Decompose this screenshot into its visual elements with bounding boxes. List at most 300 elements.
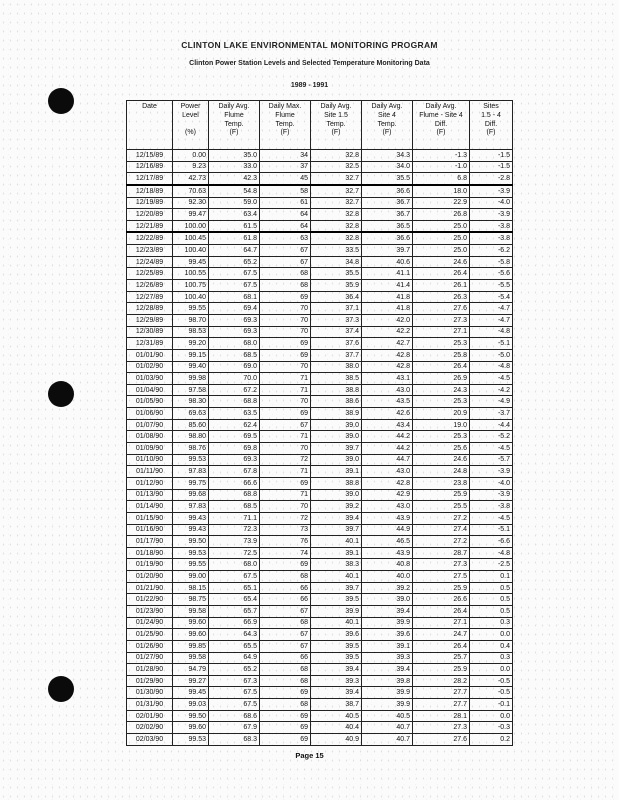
table-row xyxy=(127,617,513,629)
table-cell: 39.4 xyxy=(311,687,362,699)
table-cell: 69.3 xyxy=(209,326,260,338)
table-row xyxy=(127,664,513,676)
table-cell: 34 xyxy=(260,150,311,162)
table-cell: -4.0 xyxy=(470,197,513,209)
table-cell: -1.5 xyxy=(470,150,513,162)
table-cell: 70 xyxy=(260,443,311,455)
table-cell: 40.4 xyxy=(311,722,362,734)
table-cell: 33.0 xyxy=(209,161,260,173)
table-cell: 43.0 xyxy=(362,384,413,396)
table-row xyxy=(127,687,513,699)
table-cell: 66 xyxy=(260,582,311,594)
table-cell: 44.2 xyxy=(362,443,413,455)
table-cell: 36.5 xyxy=(362,220,413,232)
table-cell: 25.7 xyxy=(413,652,470,664)
table-cell: 99.68 xyxy=(173,489,209,501)
table-cell: 0.5 xyxy=(470,605,513,617)
table-cell: 42.9 xyxy=(362,489,413,501)
table-cell: 100.45 xyxy=(173,232,209,244)
table-row xyxy=(127,699,513,711)
column-header: Power Level (%) xyxy=(173,101,209,150)
table-cell: 99.50 xyxy=(173,710,209,722)
table-cell: 26.8 xyxy=(413,209,470,221)
table-cell: 43.0 xyxy=(362,466,413,478)
table-cell: 01/20/90 xyxy=(127,571,173,583)
table-cell: 39.3 xyxy=(362,652,413,664)
table-cell: 65.4 xyxy=(209,594,260,606)
table-cell: 69.8 xyxy=(209,443,260,455)
table-row xyxy=(127,559,513,571)
table-cell: 39.5 xyxy=(311,652,362,664)
document-subtitle: Clinton Power Station Levels and Selected Temperature Monitoring Data xyxy=(189,60,430,67)
table-cell: 39.9 xyxy=(362,699,413,711)
table-cell: 42.7 xyxy=(362,338,413,350)
table-cell: 25.0 xyxy=(413,220,470,232)
table-row xyxy=(127,361,513,373)
table-cell: 67.9 xyxy=(209,722,260,734)
table-cell: 58 xyxy=(260,185,311,197)
table-cell: 66 xyxy=(260,594,311,606)
table-cell: 39.4 xyxy=(362,605,413,617)
table-cell: 0.0 xyxy=(470,629,513,641)
table-cell: 39.6 xyxy=(362,629,413,641)
table-cell: 41.8 xyxy=(362,303,413,315)
table-cell: 39.4 xyxy=(311,664,362,676)
table-cell: -1.3 xyxy=(413,150,470,162)
table-cell: 35.5 xyxy=(362,173,413,185)
table-cell: 99.53 xyxy=(173,454,209,466)
table-cell: 67.5 xyxy=(209,571,260,583)
table-row xyxy=(127,466,513,478)
table-cell: 38.6 xyxy=(311,396,362,408)
table-cell: 99.27 xyxy=(173,675,209,687)
table-cell: 25.5 xyxy=(413,501,470,513)
table-cell: 68 xyxy=(260,664,311,676)
table-cell: 67 xyxy=(260,605,311,617)
table-cell: 67.3 xyxy=(209,675,260,687)
table-row xyxy=(127,408,513,420)
table-cell: 98.70 xyxy=(173,314,209,326)
table-cell: 54.8 xyxy=(209,185,260,197)
table-cell: 72 xyxy=(260,454,311,466)
table-cell: 65.2 xyxy=(209,256,260,268)
table-cell: 0.3 xyxy=(470,652,513,664)
table-cell: 42.8 xyxy=(362,477,413,489)
table-cell: 68.8 xyxy=(209,396,260,408)
table-cell: 36.7 xyxy=(362,209,413,221)
table-row xyxy=(127,710,513,722)
table-cell: 100.00 xyxy=(173,220,209,232)
table-cell: 40.6 xyxy=(362,256,413,268)
table-cell: 0.0 xyxy=(470,664,513,676)
table-cell: 38.0 xyxy=(311,361,362,373)
table-cell: 69 xyxy=(260,408,311,420)
table-cell: 39.9 xyxy=(311,605,362,617)
table-cell: 68.6 xyxy=(209,710,260,722)
table-cell: 69 xyxy=(260,687,311,699)
table-cell: 32.7 xyxy=(311,185,362,197)
table-cell: 01/15/90 xyxy=(127,512,173,524)
table-row xyxy=(127,314,513,326)
table-cell: 67.5 xyxy=(209,280,260,292)
table-cell: 72.3 xyxy=(209,524,260,536)
table-cell: 39.7 xyxy=(311,582,362,594)
table-cell: 44.7 xyxy=(362,454,413,466)
table-cell: -4.0 xyxy=(470,477,513,489)
table-cell: 43.4 xyxy=(362,419,413,431)
table-row xyxy=(127,594,513,606)
column-header: Daily Avg. Flume Temp. (F) xyxy=(209,101,260,150)
table-cell: 01/21/90 xyxy=(127,582,173,594)
table-cell: 26.6 xyxy=(413,594,470,606)
table-cell: 42.3 xyxy=(209,173,260,185)
table-cell: 64 xyxy=(260,209,311,221)
table-cell: 97.58 xyxy=(173,384,209,396)
table-cell: 27.6 xyxy=(413,303,470,315)
table-cell: 99.55 xyxy=(173,559,209,571)
table-cell: 65.2 xyxy=(209,664,260,676)
table-cell: 32.8 xyxy=(311,150,362,162)
table-cell: 01/06/90 xyxy=(127,408,173,420)
table-cell: 98.53 xyxy=(173,326,209,338)
table-cell: 34.0 xyxy=(362,161,413,173)
table-cell: 27.3 xyxy=(413,722,470,734)
table-cell: -5.8 xyxy=(470,256,513,268)
table-cell: 27.3 xyxy=(413,314,470,326)
table-cell: 43.5 xyxy=(362,396,413,408)
table-cell: 0.0 xyxy=(470,710,513,722)
table-cell: 25.6 xyxy=(413,443,470,455)
table-cell: 100.40 xyxy=(173,245,209,257)
table-row xyxy=(127,512,513,524)
date-range: 1989 - 1991 xyxy=(290,82,329,89)
table-cell: 12/17/89 xyxy=(127,173,173,185)
table-cell: 26.3 xyxy=(413,291,470,303)
table-cell: 74 xyxy=(260,547,311,559)
table-row xyxy=(127,256,513,268)
table-cell: 39.2 xyxy=(311,501,362,513)
table-cell: 67 xyxy=(260,629,311,641)
table-cell: 25.9 xyxy=(413,664,470,676)
column-header: Daily Avg. Site 4 Temp. (F) xyxy=(362,101,413,150)
table-cell: 0.2 xyxy=(470,734,513,746)
table-cell: 23.8 xyxy=(413,477,470,489)
table-row xyxy=(127,161,513,173)
column-header: Daily Avg. Site 1.5 Temp. (F) xyxy=(311,101,362,150)
table-cell: 36.4 xyxy=(311,291,362,303)
table-cell: 99.43 xyxy=(173,524,209,536)
table-cell: 01/12/90 xyxy=(127,477,173,489)
monitoring-data-table xyxy=(126,100,513,746)
table-cell: 32.8 xyxy=(311,220,362,232)
table-cell: 99.43 xyxy=(173,512,209,524)
table-cell: 40.5 xyxy=(311,710,362,722)
table-cell: 01/24/90 xyxy=(127,617,173,629)
table-cell: 69 xyxy=(260,734,311,746)
table-cell: 27.2 xyxy=(413,536,470,548)
table-cell: -5.2 xyxy=(470,431,513,443)
table-cell: -0.1 xyxy=(470,699,513,711)
table-cell: 0.3 xyxy=(470,617,513,629)
table-cell: 70 xyxy=(260,303,311,315)
table-cell: 71 xyxy=(260,431,311,443)
table-cell: 01/02/90 xyxy=(127,361,173,373)
table-cell: 32.8 xyxy=(311,232,362,244)
table-cell: 26.4 xyxy=(413,268,470,280)
table-cell: 85.60 xyxy=(173,419,209,431)
table-cell: 33.5 xyxy=(311,245,362,257)
table-cell: 0.4 xyxy=(470,640,513,652)
table-cell: 43.1 xyxy=(362,373,413,385)
table-cell: 99.03 xyxy=(173,699,209,711)
table-row xyxy=(127,536,513,548)
table-cell: 97.83 xyxy=(173,466,209,478)
table-cell: 68 xyxy=(260,280,311,292)
table-cell: 43.9 xyxy=(362,512,413,524)
table-cell: 100.40 xyxy=(173,291,209,303)
table-cell: 69.63 xyxy=(173,408,209,420)
table-cell: 38.9 xyxy=(311,408,362,420)
table-cell: 01/26/90 xyxy=(127,640,173,652)
table-cell: 01/08/90 xyxy=(127,431,173,443)
table-cell: 68.1 xyxy=(209,291,260,303)
table-cell: 28.1 xyxy=(413,710,470,722)
table-cell: 42.2 xyxy=(362,326,413,338)
table-cell: -5.0 xyxy=(470,349,513,361)
table-cell: 70 xyxy=(260,396,311,408)
table-cell: 64.7 xyxy=(209,245,260,257)
table-cell: 24.3 xyxy=(413,384,470,396)
table-cell: 26.4 xyxy=(413,640,470,652)
table-cell: 100.75 xyxy=(173,280,209,292)
table-cell: 18.0 xyxy=(413,185,470,197)
table-cell: 01/10/90 xyxy=(127,454,173,466)
table-cell: 01/13/90 xyxy=(127,489,173,501)
table-cell: 98.75 xyxy=(173,594,209,606)
table-cell: -4.5 xyxy=(470,373,513,385)
table-cell: 25.9 xyxy=(413,582,470,594)
table-cell: 65.7 xyxy=(209,605,260,617)
table-cell: 01/01/90 xyxy=(127,349,173,361)
table-cell: 43.0 xyxy=(362,501,413,513)
table-cell: -1.0 xyxy=(413,161,470,173)
table-row xyxy=(127,629,513,641)
table-cell: 40.7 xyxy=(362,722,413,734)
table-cell: 37.1 xyxy=(311,303,362,315)
table-cell: 25.3 xyxy=(413,338,470,350)
table-cell: 39.1 xyxy=(362,640,413,652)
table-cell: 61 xyxy=(260,197,311,209)
table-cell: 01/03/90 xyxy=(127,373,173,385)
table-cell: 68 xyxy=(260,617,311,629)
table-cell: 64.9 xyxy=(209,652,260,664)
table-cell: 99.55 xyxy=(173,303,209,315)
table-cell: 70 xyxy=(260,326,311,338)
table-cell: 69 xyxy=(260,349,311,361)
table-cell: -6.6 xyxy=(470,536,513,548)
table-cell: 28.7 xyxy=(413,547,470,559)
table-cell: 12/16/89 xyxy=(127,161,173,173)
table-cell: 99.85 xyxy=(173,640,209,652)
table-row xyxy=(127,220,513,232)
table-cell: 35.0 xyxy=(209,150,260,162)
table-cell: -3.9 xyxy=(470,489,513,501)
table-cell: 99.47 xyxy=(173,209,209,221)
table-cell: 27.7 xyxy=(413,699,470,711)
table-cell: 01/25/90 xyxy=(127,629,173,641)
table-cell: -4.9 xyxy=(470,396,513,408)
table-cell: 65.1 xyxy=(209,582,260,594)
table-cell: 12/19/89 xyxy=(127,197,173,209)
table-cell: 27.5 xyxy=(413,571,470,583)
table-cell: 70 xyxy=(260,501,311,513)
table-cell: -4.8 xyxy=(470,361,513,373)
table-cell: 38.7 xyxy=(311,699,362,711)
table-cell: 39.5 xyxy=(311,640,362,652)
table-cell: 27.2 xyxy=(413,512,470,524)
table-cell: 39.0 xyxy=(311,489,362,501)
table-cell: 28.2 xyxy=(413,675,470,687)
table-cell: 94.79 xyxy=(173,664,209,676)
table-cell: 46.5 xyxy=(362,536,413,548)
table-cell: 01/22/90 xyxy=(127,594,173,606)
table-row xyxy=(127,232,513,244)
table-cell: 39.1 xyxy=(311,466,362,478)
table-cell: 66 xyxy=(260,652,311,664)
table-cell: 01/05/90 xyxy=(127,396,173,408)
table-cell: 39.7 xyxy=(311,524,362,536)
table-cell: 98.76 xyxy=(173,443,209,455)
table-cell: 61.5 xyxy=(209,220,260,232)
table-cell: 40.5 xyxy=(362,710,413,722)
table-cell: 39.9 xyxy=(362,687,413,699)
table-cell: 42.8 xyxy=(362,349,413,361)
table-cell: -1.5 xyxy=(470,161,513,173)
table-cell: 64.3 xyxy=(209,629,260,641)
table-cell: 01/09/90 xyxy=(127,443,173,455)
table-cell: 40.9 xyxy=(311,734,362,746)
table-cell: 39.0 xyxy=(311,431,362,443)
table-row xyxy=(127,349,513,361)
table-cell: 32.5 xyxy=(311,161,362,173)
table-cell: -2.8 xyxy=(470,173,513,185)
table-cell: -6.2 xyxy=(470,245,513,257)
table-row xyxy=(127,640,513,652)
table-row xyxy=(127,396,513,408)
table-cell: 68.5 xyxy=(209,501,260,513)
table-row xyxy=(127,734,513,746)
table-cell: 66.9 xyxy=(209,617,260,629)
table-cell: 35.9 xyxy=(311,280,362,292)
table-row xyxy=(127,268,513,280)
table-cell: 99.00 xyxy=(173,571,209,583)
table-cell: -4.2 xyxy=(470,384,513,396)
table-cell: 99.20 xyxy=(173,338,209,350)
column-header: Daily Avg. Flume - Site 4 Diff. (F) xyxy=(413,101,470,150)
table-cell: 71.1 xyxy=(209,512,260,524)
table-row xyxy=(127,571,513,583)
table-cell: 32.7 xyxy=(311,173,362,185)
table-cell: -4.7 xyxy=(470,303,513,315)
table-cell: 39.3 xyxy=(311,675,362,687)
table-cell: 99.60 xyxy=(173,722,209,734)
table-cell: 26.4 xyxy=(413,361,470,373)
table-cell: 67.5 xyxy=(209,687,260,699)
table-cell: 68.0 xyxy=(209,559,260,571)
table-cell: 12/15/89 xyxy=(127,150,173,162)
table-cell: 67 xyxy=(260,419,311,431)
table-cell: 42.8 xyxy=(362,361,413,373)
table-cell: -4.7 xyxy=(470,314,513,326)
table-row xyxy=(127,291,513,303)
page-number: Page 15 xyxy=(295,751,324,760)
table-cell: 69.3 xyxy=(209,454,260,466)
table-cell: -3.9 xyxy=(470,466,513,478)
table-cell: 69 xyxy=(260,559,311,571)
table-cell: 59.0 xyxy=(209,197,260,209)
table-cell: -5.4 xyxy=(470,291,513,303)
table-cell: 99.58 xyxy=(173,652,209,664)
table-cell: 02/02/90 xyxy=(127,722,173,734)
table-cell: 12/29/89 xyxy=(127,314,173,326)
table-cell: 73 xyxy=(260,524,311,536)
table-cell: 26.1 xyxy=(413,280,470,292)
table-cell: 24.8 xyxy=(413,466,470,478)
table-cell: 99.98 xyxy=(173,373,209,385)
table-cell: 26.9 xyxy=(413,373,470,385)
table-cell: 12/18/89 xyxy=(127,185,173,197)
table-row xyxy=(127,150,513,162)
table-cell: 69.5 xyxy=(209,431,260,443)
table-cell: -5.6 xyxy=(470,268,513,280)
table-cell: 72 xyxy=(260,512,311,524)
table-cell: 39.6 xyxy=(311,629,362,641)
table-cell: 24.6 xyxy=(413,454,470,466)
table-cell: 41.8 xyxy=(362,291,413,303)
table-cell: 12/23/89 xyxy=(127,245,173,257)
table-cell: 67.2 xyxy=(209,384,260,396)
table-cell: 44.9 xyxy=(362,524,413,536)
table-cell: 6.8 xyxy=(413,173,470,185)
table-cell: 39.5 xyxy=(311,594,362,606)
table-row xyxy=(127,582,513,594)
table-cell: 99.53 xyxy=(173,547,209,559)
table-cell: -3.9 xyxy=(470,185,513,197)
table-cell: 01/19/90 xyxy=(127,559,173,571)
table-cell: 41.1 xyxy=(362,268,413,280)
table-cell: -4.8 xyxy=(470,326,513,338)
table-cell: 42.6 xyxy=(362,408,413,420)
table-cell: 01/29/90 xyxy=(127,675,173,687)
table-cell: 67 xyxy=(260,245,311,257)
table-cell: 37.6 xyxy=(311,338,362,350)
table-row xyxy=(127,245,513,257)
table-cell: 34.8 xyxy=(311,256,362,268)
table-cell: 68.0 xyxy=(209,338,260,350)
table-cell: 99.60 xyxy=(173,629,209,641)
table-cell: -5.5 xyxy=(470,280,513,292)
table-cell: 38.8 xyxy=(311,477,362,489)
table-row xyxy=(127,280,513,292)
table-cell: 01/23/90 xyxy=(127,605,173,617)
table-row xyxy=(127,605,513,617)
table-row xyxy=(127,501,513,513)
table-row xyxy=(127,419,513,431)
table-cell: 0.1 xyxy=(470,571,513,583)
table-row xyxy=(127,489,513,501)
table-cell: 69 xyxy=(260,477,311,489)
table-cell: 40.0 xyxy=(362,571,413,583)
